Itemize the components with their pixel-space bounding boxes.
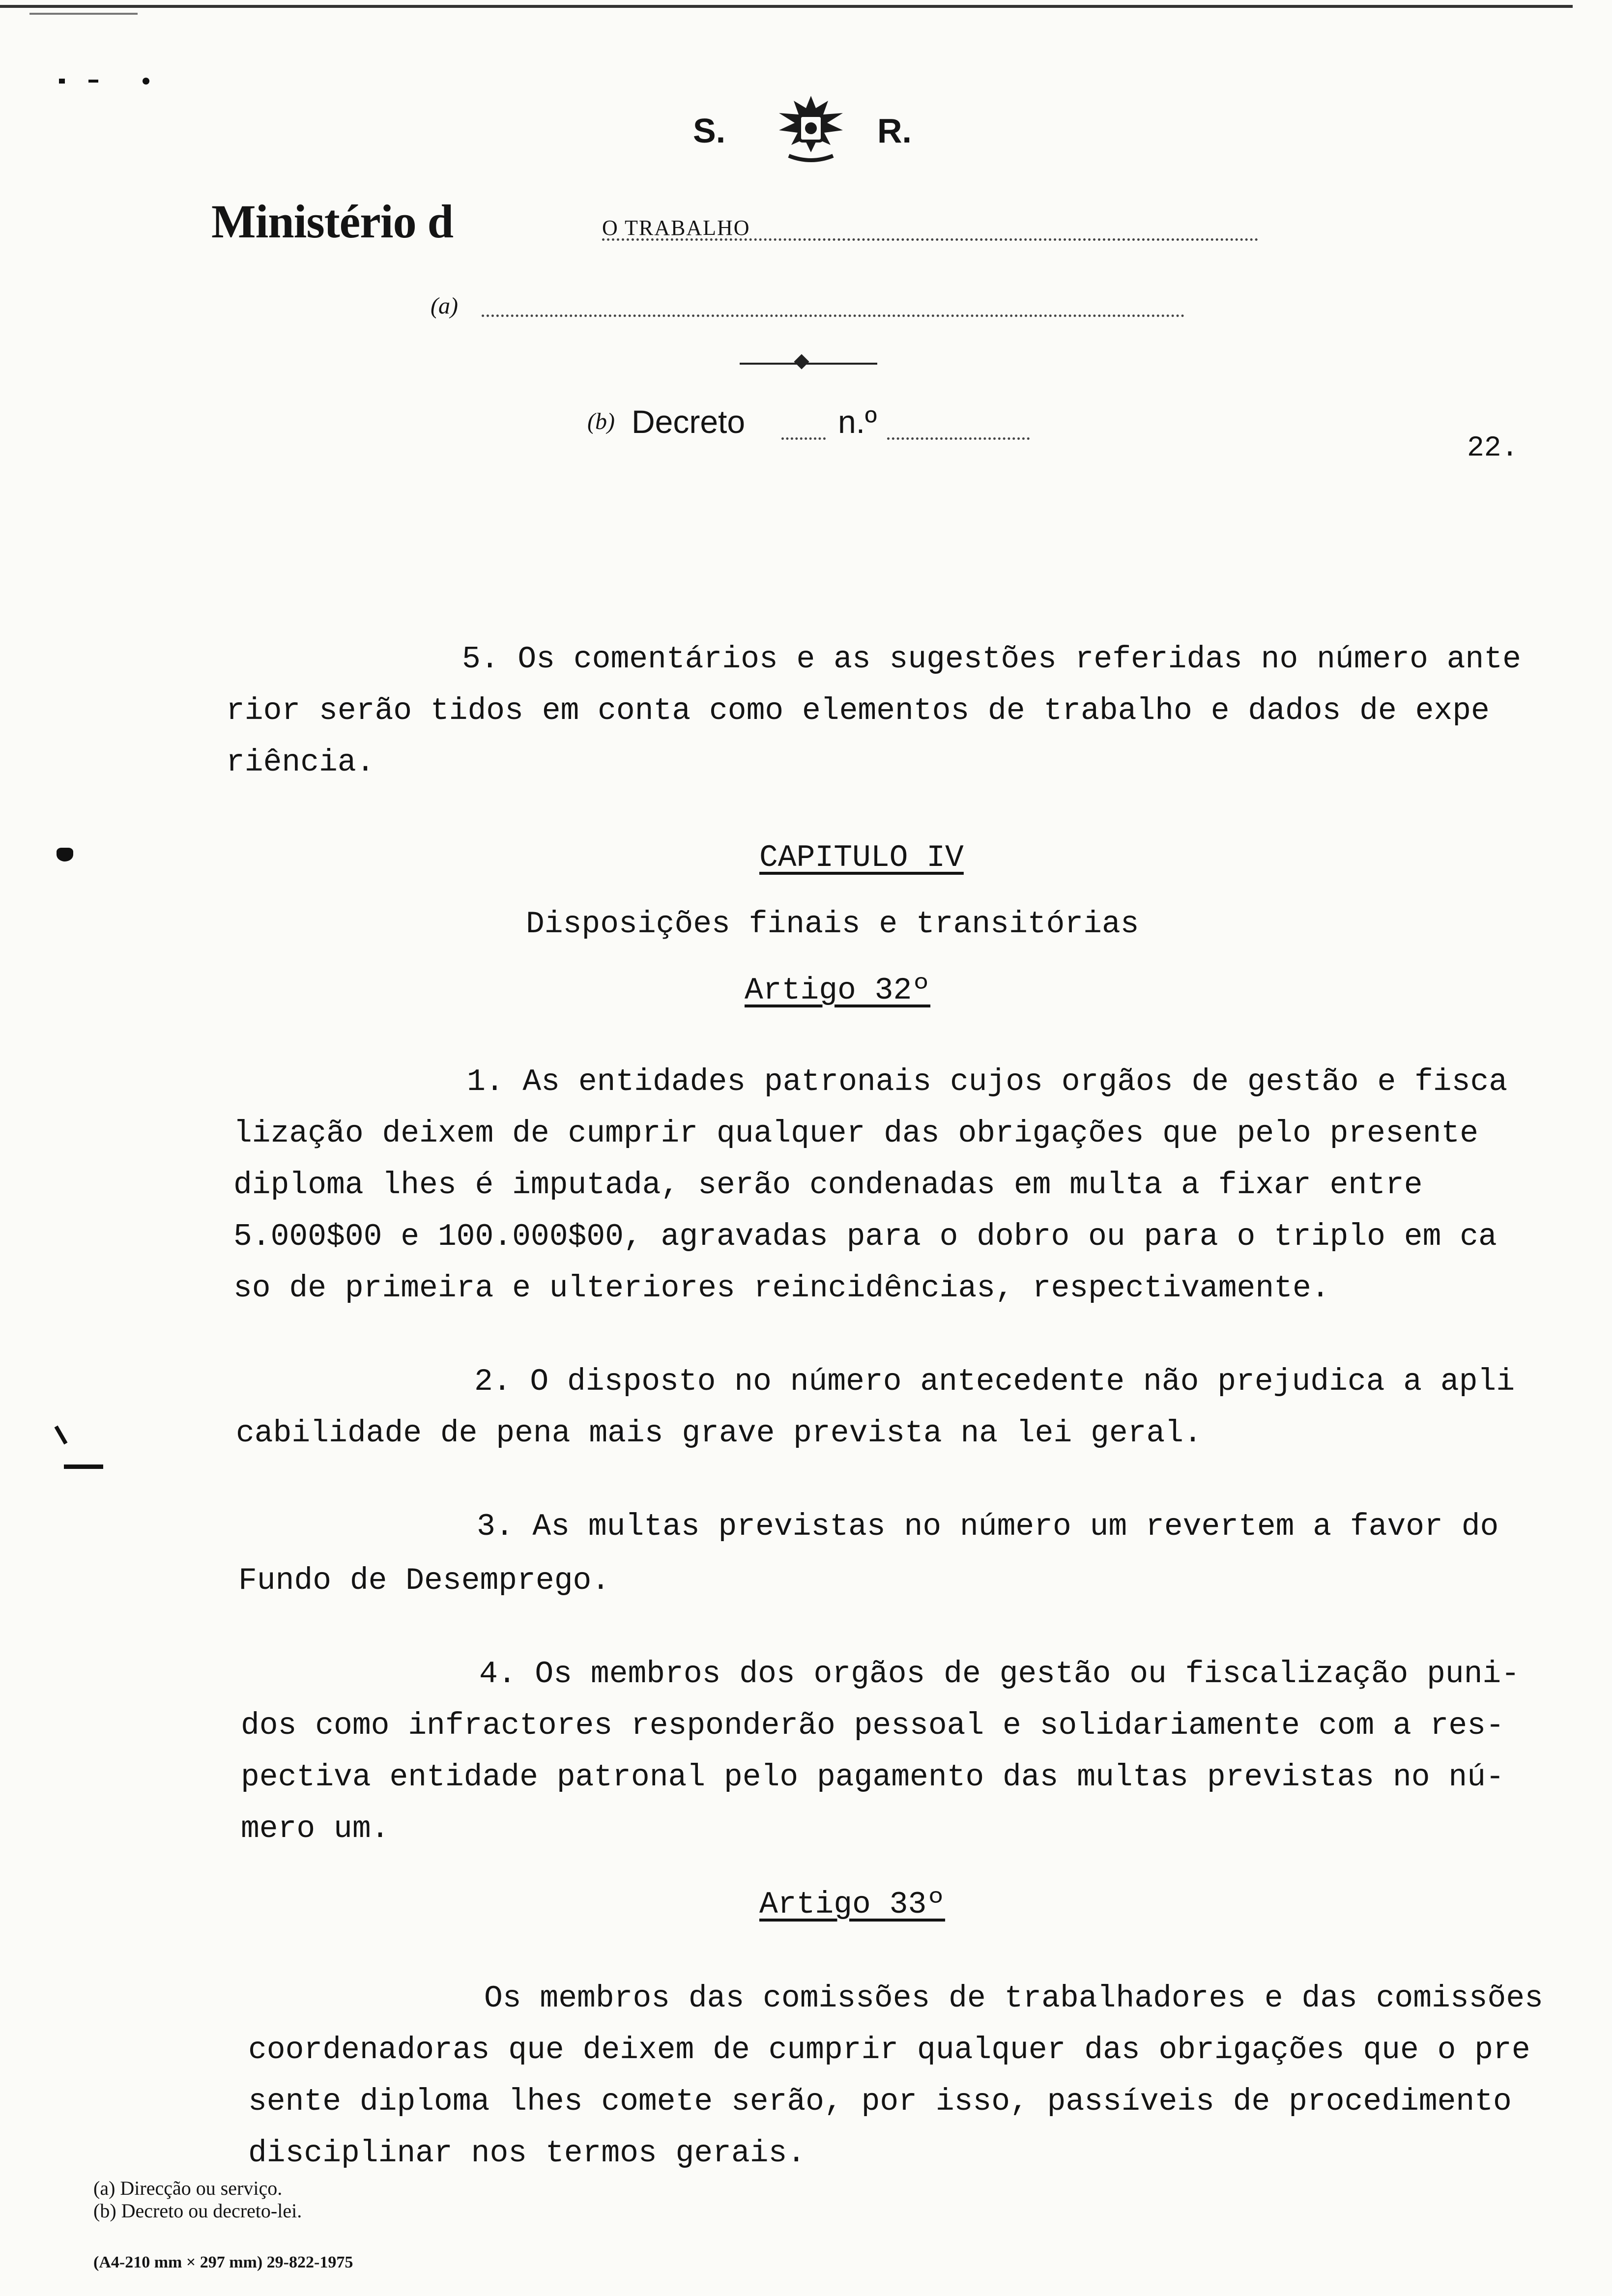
- scan-mark: [59, 79, 65, 84]
- scan-mark: [55, 1426, 68, 1445]
- field-a-marker: (a): [431, 293, 458, 319]
- letterhead-right-letter: R.: [877, 112, 912, 150]
- art32-para4-line: dos como infractores responderão pessoal e solidariamente com a res-: [241, 1708, 1504, 1743]
- art32-para1-line: diploma lhes é imputada, serão condenadas em multa a fixar entre: [233, 1168, 1423, 1203]
- top-rule: [0, 5, 1573, 8]
- para5-line: 5. Os comentários e as sugestões referidas no número ante: [462, 642, 1521, 677]
- art32-para3-line: 3. As multas previstas no número um revertem a favor do: [477, 1509, 1499, 1544]
- decree-number-dotted-line: [887, 437, 1030, 440]
- art32-para4-line: pectiva entidade patronal pelo pagamento das multas previstas no nú-: [241, 1760, 1504, 1795]
- decree-marker: (b): [587, 408, 615, 434]
- art33-line: sente diploma lhes comete serão, por isso, passíveis de procedimento: [248, 2084, 1512, 2119]
- scan-mark: [64, 1464, 103, 1469]
- chapter-subtitle: Disposições finais e transitórias: [526, 907, 1139, 942]
- divider-diamond-icon: [794, 354, 809, 369]
- para5-line: rior serão tidos em conta como elementos de trabalho e dados de expe: [226, 693, 1490, 728]
- art32-para1-line: lização deixem de cumprir qualquer das obrigações que pelo presente: [233, 1116, 1479, 1151]
- footnote-a: (a) Direcção ou serviço.: [93, 2177, 283, 2199]
- art33-line: Os membros das comissões de trabalhadores e das comissões: [484, 1981, 1543, 2016]
- page-number: 22.: [1467, 432, 1519, 464]
- ministry-name: O TRABALHO: [602, 216, 750, 240]
- ministry-label: Ministério d: [211, 195, 453, 248]
- scan-mark: [57, 848, 73, 861]
- form-reference: (A4-210 mm × 297 mm) 29-822-1975: [93, 2253, 353, 2271]
- scan-mark: [88, 80, 98, 83]
- decree-number-label: n.º: [838, 403, 877, 440]
- article-32-title: Artigo 32º: [745, 973, 931, 1008]
- art32-para2-line: 2. O disposto no número antecedente não prejudica a apli: [474, 1364, 1515, 1399]
- chapter-title: CAPITULO IV: [759, 840, 964, 875]
- art32-para2-line: cabilidade de pena mais grave prevista na lei geral.: [236, 1416, 1202, 1451]
- decree-label: Decreto: [632, 403, 746, 440]
- scan-mark: [143, 78, 149, 85]
- decree-type-dotted-line: [781, 437, 826, 440]
- art32-para1-line: 5.000$00 e 100.000$00, agravadas para o dobro ou para o triplo em ca: [233, 1219, 1497, 1254]
- footnote-b: (b) Decreto ou decreto-lei.: [93, 2200, 302, 2222]
- art33-line: disciplinar nos termos gerais.: [248, 2136, 806, 2171]
- top-rule-faint: [29, 13, 138, 15]
- coat-of-arms-icon: [769, 91, 853, 170]
- art32-para1-line: 1. As entidades patronais cujos orgãos de gestão e fisca: [467, 1064, 1508, 1099]
- art32-para4-line: mero um.: [241, 1811, 390, 1846]
- letterhead-left-letter: S.: [693, 112, 726, 150]
- art32-para1-line: so de primeira e ulteriores reincidências, respectivamente.: [233, 1271, 1330, 1306]
- center-divider: [740, 363, 877, 365]
- article-33-title: Artigo 33º: [759, 1887, 946, 1922]
- para5-line: riência.: [226, 745, 375, 780]
- art32-para3-line: Fundo de Desemprego.: [238, 1563, 610, 1598]
- ministry-dotted-line: [602, 238, 1258, 241]
- field-a-dotted-line: [482, 315, 1184, 317]
- art32-para4-line: 4. Os membros dos orgãos de gestão ou fiscalização puni-: [479, 1657, 1520, 1692]
- art33-line: coordenadoras que deixem de cumprir qualquer das obrigações que o pre: [248, 2033, 1530, 2067]
